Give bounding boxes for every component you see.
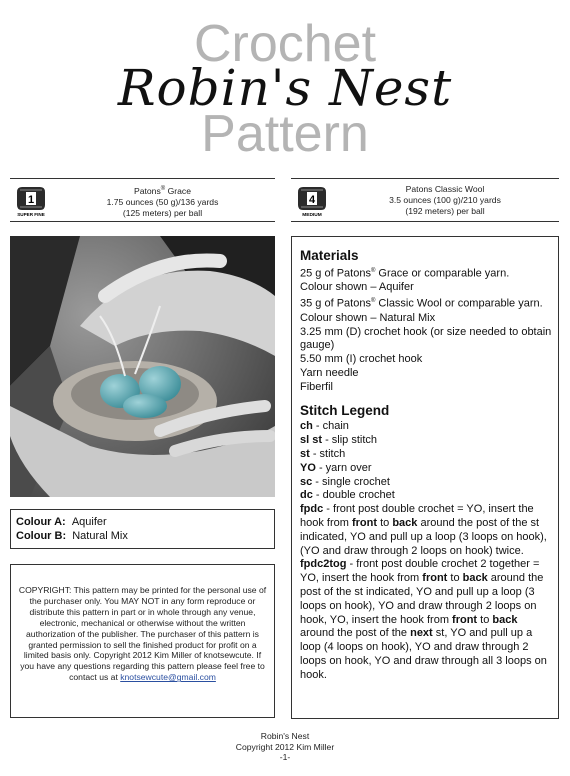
yarn-length-detail: (125 meters) per ball <box>122 207 203 218</box>
materials-line: Colour shown – Aquifer <box>300 281 414 294</box>
title-robins-nest: Robin's Nest <box>117 59 453 117</box>
colour-a-row: Colour A: Aquifer <box>16 516 107 528</box>
materials-line: Colour shown – Natural Mix <box>300 311 436 324</box>
legend-item-fpdc: fpdc - front post double crochet = YO, insert the hook from front to back around the post of the st indicated, YO and pull up a loop (3 loops on hook), (YO and draw through 2 loops on hook) twice. <box>300 503 547 557</box>
materials-line: 35 g of Patons® Classic Wool or comparable yarn. <box>300 297 543 310</box>
svg-text:4: 4 <box>308 194 316 206</box>
yarn-info-grace <box>10 178 275 222</box>
yarn-weight-1-icon <box>14 183 48 217</box>
materials-line: Fiberfil <box>300 380 334 393</box>
yarn-name: Patons Classic Wool <box>405 184 485 194</box>
title-pattern: Pattern <box>201 105 369 163</box>
yarn-length-detail: (192 meters) per ball <box>405 206 485 216</box>
legend-item: sl st - slip stitch <box>300 434 378 447</box>
materials-box <box>291 236 559 719</box>
yarn-name: Patons® Grace <box>134 185 191 196</box>
legend-item: ch - chain <box>300 420 349 433</box>
copyright-box <box>10 564 275 718</box>
colour-key-box <box>10 509 275 549</box>
legend-item-fpdc2tog: fpdc2tog - front post double crochet 2 together = YO, insert the hook from front to back around the post of the st indicated, YO and pull up a loop (3 loops on hook), YO and draw through 2 loops on hook, YO, insert the hook from front to back around the post of the next st, YO and pull up a loop (4 loops on hook), YO and draw through 2 loops on hook, YO and draw through all 3 loops on hook. <box>300 558 547 681</box>
page-number: -1- <box>279 752 291 762</box>
colour-b-row: Colour B: Natural Mix <box>16 530 128 542</box>
title-crochet: Crochet <box>193 15 377 73</box>
materials-line: 3.25 mm (D) crochet hook (or size needed to obtain gauge) <box>300 325 552 352</box>
yarn-weight-4-icon <box>295 183 329 217</box>
materials-line: Yarn needle <box>300 366 359 379</box>
legend-item: dc - double crochet <box>300 489 395 502</box>
svg-text:SUPER FINE: SUPER FINE <box>17 212 45 217</box>
materials-line: 25 g of Patons® Grace or comparable yarn. <box>300 267 510 280</box>
copyright-text: COPYRIGHT: This pattern may be printed for the personal use of the purchaser only. You MAY NOT in any form reproduce or distribute this pattern in part or in whole through any venue, electronic, mechanical or otherwise without the written authorization of the publisher. The purchaser of this pattern is granted permission to sell the finished product for profit on a limited basis only. Copyright 2012 Kim Miller of knotsewcute. If you have any questions regarding this pattern please feel free to contact us at knotsewcute@gmail.com <box>18 585 267 683</box>
materials-line: 5.50 mm (I) crochet hook <box>300 353 423 366</box>
nest-photo <box>10 236 275 497</box>
legend-item: YO - yarn over <box>300 461 372 474</box>
stitch-legend-heading: Stitch Legend <box>300 403 390 419</box>
yarn-info-classic-wool <box>291 178 559 222</box>
footer-title: Robin's Nest <box>260 731 310 741</box>
page-footer <box>0 731 570 763</box>
contact-email-link[interactable]: knotsewcute@gmail.com <box>120 672 216 683</box>
yarn-weight-detail: 1.75 ounces (50 g)/136 yards <box>106 196 219 207</box>
legend-item: st - stitch <box>300 448 346 461</box>
legend-item: sc - single crochet <box>300 475 390 488</box>
footer-copyright: Copyright 2012 Kim Miller <box>235 741 335 752</box>
yarn-weight-detail: 3.5 ounces (100 g)/210 yards <box>389 195 501 205</box>
materials-heading: Materials <box>300 248 359 263</box>
svg-text:1: 1 <box>27 194 35 206</box>
svg-text:MEDIUM: MEDIUM <box>302 213 322 217</box>
